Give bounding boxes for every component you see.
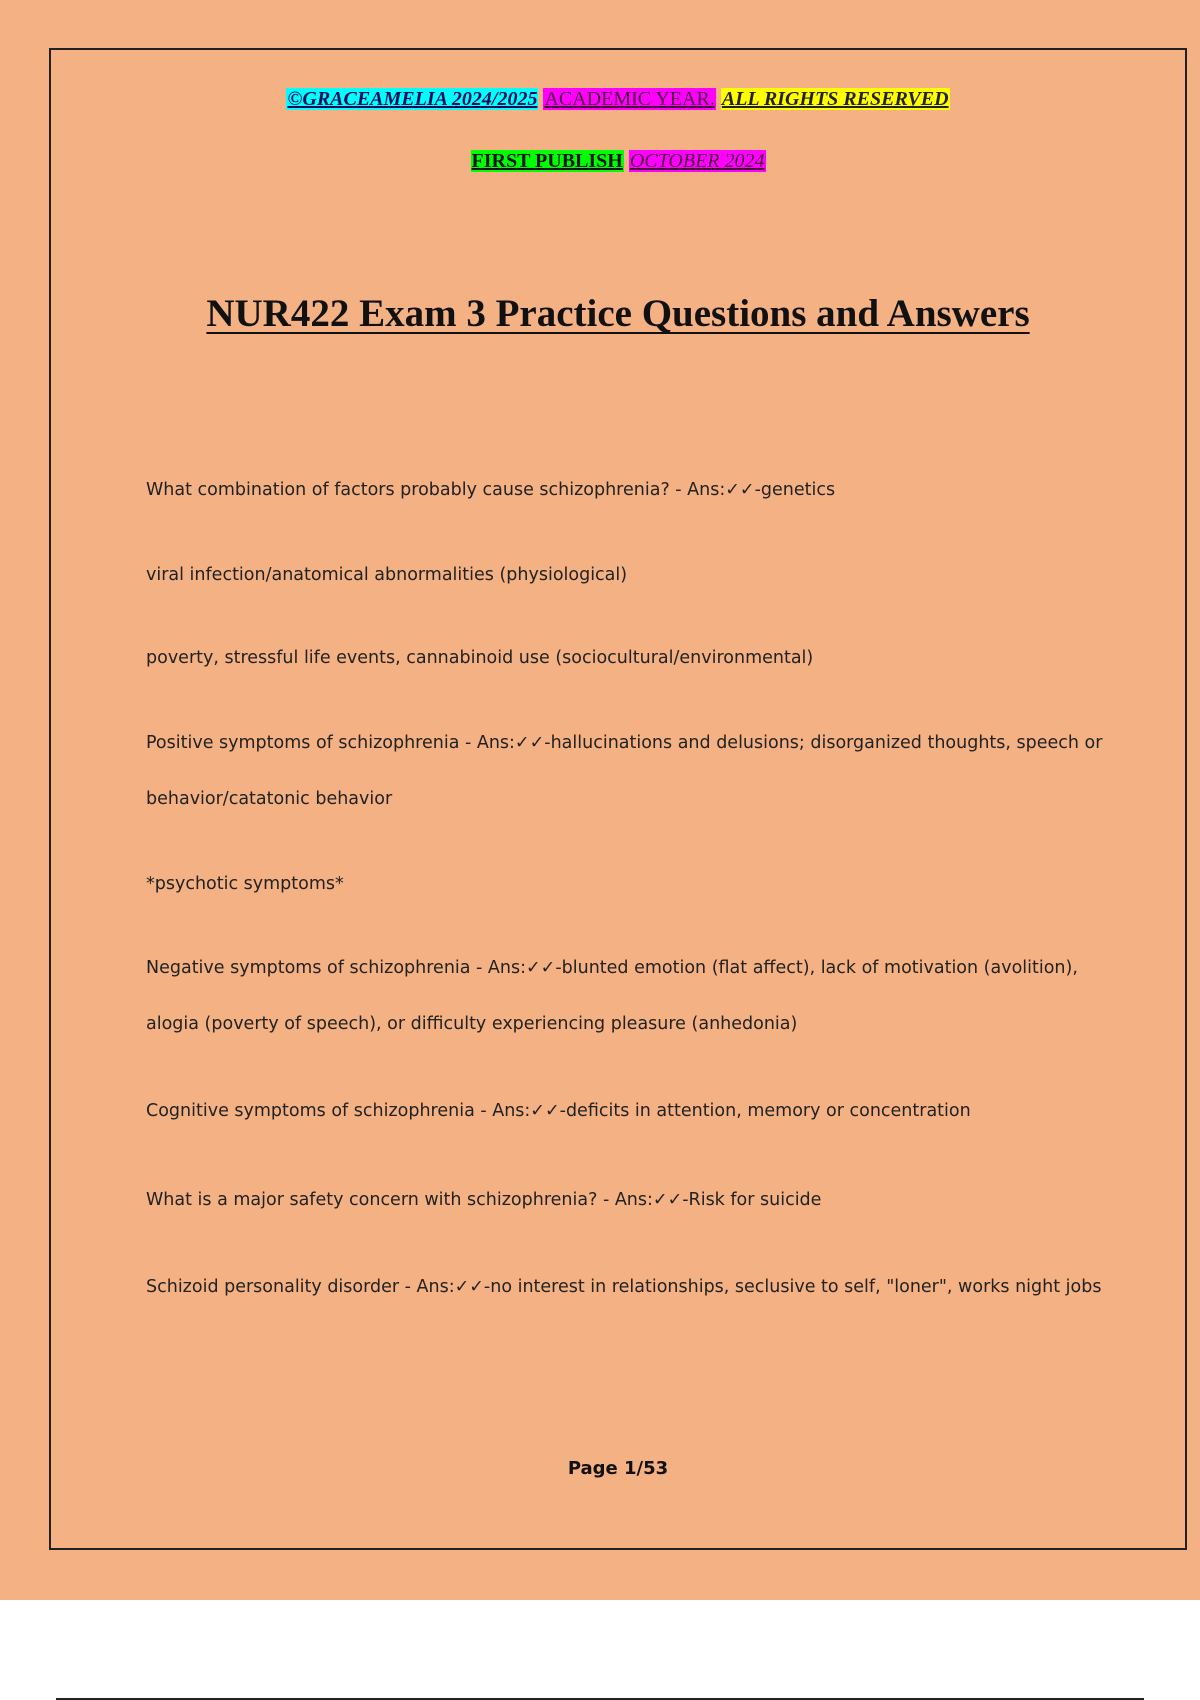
qa-item: What combination of factors probably cause schizophrenia? - Ans:✓✓-genetics <box>146 480 836 500</box>
qa-item: What is a major safety concern with schizophrenia? - Ans:✓✓-Risk for suicide <box>146 1190 822 1210</box>
rights-reserved-text: ALL RIGHTS RESERVED <box>721 88 949 110</box>
publish-header <box>51 148 1185 174</box>
first-publish-text: FIRST PUBLISH <box>471 150 623 172</box>
qa-item: Negative symptoms of schizophrenia - Ans:✓✓-blunted emotion (flat affect), lack of motivation (avolition), alogia (poverty of speech), or difficulty experiencing pleasure (anhedonia) <box>146 958 1078 1034</box>
copyright-text: ©GRACEAMELIA 2024/2025 <box>287 88 538 110</box>
qa-item: *psychotic symptoms* <box>146 874 344 894</box>
document-title: NUR422 Exam 3 Practice Questions and Answers <box>206 292 1030 335</box>
page-border-frame <box>49 48 1187 1550</box>
qa-item: Cognitive symptoms of schizophrenia - Ans:✓✓-deficits in attention, memory or concentration <box>146 1101 971 1121</box>
academic-year-text: ACADEMIC YEAR. <box>544 88 715 110</box>
qa-item: poverty, stressful life events, cannabinoid use (sociocultural/environmental) <box>146 648 814 668</box>
page-number: Page 1/53 <box>567 1458 669 1479</box>
publish-date-text: OCTOBER 2024 <box>629 150 765 172</box>
qa-item: viral infection/anatomical abnormalities (physiological) <box>146 565 628 585</box>
copyright-header <box>51 86 1185 112</box>
qa-item: Positive symptoms of schizophrenia - Ans:✓✓-hallucinations and delusions; disorganized thoughts, speech or behavior/catatonic behavior <box>146 733 1103 809</box>
qa-item: Schizoid personality disorder - Ans:✓✓-no interest in relationships, seclusive to self, "loner", works night jobs <box>146 1277 1102 1297</box>
